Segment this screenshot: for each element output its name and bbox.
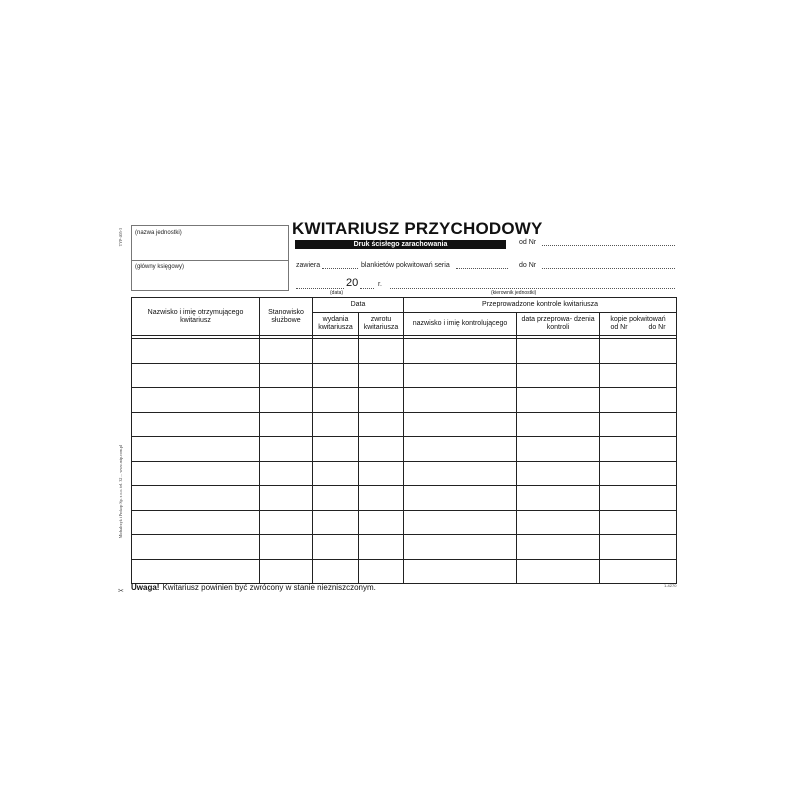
control-date-cell[interactable] xyxy=(517,339,600,364)
position-cell[interactable] xyxy=(260,363,313,388)
date-year-field[interactable] xyxy=(360,288,374,289)
position-cell[interactable] xyxy=(260,559,313,584)
header-controls: Przeprowadzone kontrole kwitariusza xyxy=(404,298,677,313)
return-date-cell[interactable] xyxy=(359,388,404,413)
unit-stamp-box xyxy=(131,225,289,291)
manager-signature-field[interactable] xyxy=(390,288,675,289)
from-nr-label: od Nr xyxy=(519,239,537,246)
table-row xyxy=(132,412,677,437)
copies-cell[interactable] xyxy=(600,363,677,388)
issue-date-cell[interactable] xyxy=(313,535,359,560)
issue-date-cell[interactable] xyxy=(313,363,359,388)
control-date-cell[interactable] xyxy=(517,559,600,584)
control-register-table xyxy=(131,297,677,584)
return-date-cell[interactable] xyxy=(359,363,404,388)
position-cell[interactable] xyxy=(260,461,313,486)
copies-cell[interactable] xyxy=(600,559,677,584)
issue-date-cell[interactable] xyxy=(313,388,359,413)
table-row xyxy=(132,461,677,486)
form-title: KWITARIUSZ PRZYCHODOWY xyxy=(292,219,543,238)
copies-title: kopie pokwitowań xyxy=(610,316,666,323)
copies-cell[interactable] xyxy=(600,412,677,437)
scissors-icon: ✂ xyxy=(118,588,124,595)
header-return-date: zwrotu kwitariusza xyxy=(359,313,404,336)
issue-date-cell[interactable] xyxy=(313,510,359,535)
receipts-series-label: blankietów pokwitowań seria xyxy=(361,262,450,269)
return-date-cell[interactable] xyxy=(359,437,404,462)
header-receipt-copies xyxy=(600,313,677,336)
from-nr-field[interactable] xyxy=(542,245,675,246)
position-cell[interactable] xyxy=(260,388,313,413)
control-date-cell[interactable] xyxy=(517,535,600,560)
copies-to-label: do Nr xyxy=(648,324,666,331)
position-cell[interactable] xyxy=(260,339,313,364)
return-date-cell[interactable] xyxy=(359,510,404,535)
control-date-cell[interactable] xyxy=(517,461,600,486)
return-date-cell[interactable] xyxy=(359,559,404,584)
issue-date-cell[interactable] xyxy=(313,486,359,511)
copies-cell[interactable] xyxy=(600,339,677,364)
issue-date-cell[interactable] xyxy=(313,559,359,584)
table-row xyxy=(132,388,677,413)
warning-label: Uwaga! xyxy=(131,583,160,592)
copies-cell[interactable] xyxy=(600,388,677,413)
return-date-cell[interactable] xyxy=(359,461,404,486)
header-control-date: data przeprowa- dzenia kontroli xyxy=(517,313,600,336)
table-body xyxy=(132,339,677,584)
controller-name-cell[interactable] xyxy=(404,412,517,437)
return-date-cell[interactable] xyxy=(359,535,404,560)
chief-accountant-label: (główny księgowy) xyxy=(135,264,185,270)
control-date-cell[interactable] xyxy=(517,486,600,511)
recipient-name-cell[interactable] xyxy=(132,339,260,364)
control-date-cell[interactable] xyxy=(517,363,600,388)
warning-text: Kwitariusz powinien być zwrócony w stanie niezniszczonym. xyxy=(162,583,376,592)
recipient-name-cell[interactable] xyxy=(132,437,260,462)
recipient-name-cell[interactable] xyxy=(132,486,260,511)
copies-cell[interactable] xyxy=(600,437,677,462)
publisher-imprint: Michalczyk i Prokop Sp. z o.o. tel. 32 ... www.mip.com.pl xyxy=(118,445,123,539)
manager-caption: (kierownik jednostki) xyxy=(491,290,537,296)
to-nr-field[interactable] xyxy=(542,268,675,269)
controller-name-cell[interactable] xyxy=(404,559,517,584)
strict-accounting-banner: Druk ścisłego zarachowania xyxy=(295,240,506,249)
controller-name-cell[interactable] xyxy=(404,510,517,535)
controller-name-cell[interactable] xyxy=(404,388,517,413)
controller-name-cell[interactable] xyxy=(404,437,517,462)
header-position: Stanowisko służbowe xyxy=(260,298,313,336)
table-row xyxy=(132,339,677,364)
position-cell[interactable] xyxy=(260,412,313,437)
control-date-cell[interactable] xyxy=(517,510,600,535)
controller-name-cell[interactable] xyxy=(404,363,517,388)
header-date: Data xyxy=(313,298,404,313)
controller-name-cell[interactable] xyxy=(404,461,517,486)
date-day-field[interactable] xyxy=(296,288,344,289)
recipient-name-cell[interactable] xyxy=(132,363,260,388)
position-cell[interactable] xyxy=(260,437,313,462)
control-date-cell[interactable] xyxy=(517,437,600,462)
position-cell[interactable] xyxy=(260,486,313,511)
unit-box-divider xyxy=(132,260,288,261)
table-row xyxy=(132,559,677,584)
table-row xyxy=(132,510,677,535)
return-date-cell[interactable] xyxy=(359,412,404,437)
header-recipient-name: Nazwisko i imię otrzymującego kwitariusz xyxy=(132,298,260,336)
year-prefix: 20 xyxy=(346,277,359,289)
header-issue-date: wydania kwitariusza xyxy=(313,313,359,336)
year-suffix: r. xyxy=(378,281,382,288)
recipient-name-cell[interactable] xyxy=(132,412,260,437)
issue-date-cell[interactable] xyxy=(313,461,359,486)
header-controller-name: nazwisko i imię kontrolującego xyxy=(404,313,517,336)
warning-note xyxy=(131,583,376,592)
recipient-name-cell[interactable] xyxy=(132,559,260,584)
issue-date-cell[interactable] xyxy=(313,339,359,364)
copies-from-label: od Nr xyxy=(610,324,628,331)
copies-cell[interactable] xyxy=(600,535,677,560)
table-row xyxy=(132,437,677,462)
series-field[interactable] xyxy=(456,268,508,269)
issue-date-cell[interactable] xyxy=(313,412,359,437)
copies-cell[interactable] xyxy=(600,486,677,511)
position-cell[interactable] xyxy=(260,510,313,535)
table-row xyxy=(132,535,677,560)
recipient-name-cell[interactable] xyxy=(132,388,260,413)
recipient-name-cell[interactable] xyxy=(132,535,260,560)
unit-name-label: (nazwa jednostki) xyxy=(135,230,182,236)
contains-count-field[interactable] xyxy=(322,268,358,269)
controller-name-cell[interactable] xyxy=(404,339,517,364)
recipient-name-cell[interactable] xyxy=(132,510,260,535)
table-row xyxy=(132,363,677,388)
copies-cell[interactable] xyxy=(600,510,677,535)
copies-cell[interactable] xyxy=(600,461,677,486)
controller-name-cell[interactable] xyxy=(404,535,517,560)
return-date-cell[interactable] xyxy=(359,486,404,511)
control-date-cell[interactable] xyxy=(517,412,600,437)
recipient-name-cell[interactable] xyxy=(132,461,260,486)
form-type-code: TYP-405-3 xyxy=(118,228,123,247)
form-code: 1-4270 xyxy=(664,583,677,588)
controller-name-cell[interactable] xyxy=(404,486,517,511)
table-row xyxy=(132,486,677,511)
return-date-cell[interactable] xyxy=(359,339,404,364)
to-nr-label: do Nr xyxy=(519,262,537,269)
date-caption: (data) xyxy=(330,290,344,296)
copies-range xyxy=(600,324,676,332)
issue-date-cell[interactable] xyxy=(313,437,359,462)
control-date-cell[interactable] xyxy=(517,388,600,413)
contains-label: zawiera xyxy=(296,262,321,269)
position-cell[interactable] xyxy=(260,535,313,560)
